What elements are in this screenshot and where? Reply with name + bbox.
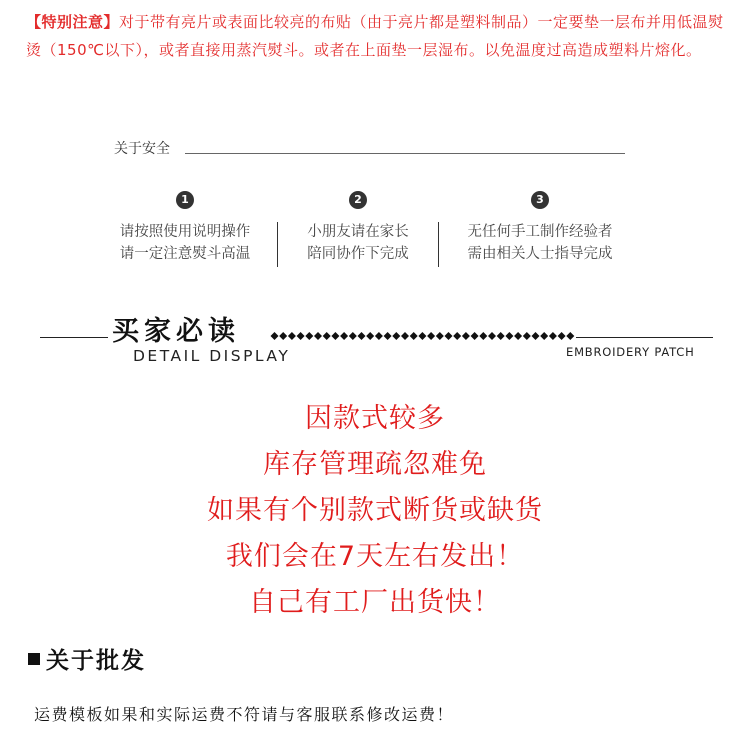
step-number-icon: 3 <box>531 191 549 209</box>
diamond-icon <box>418 332 426 340</box>
diamond-icon <box>366 332 374 340</box>
diamond-icon <box>514 332 522 340</box>
wholesale-heading-label: 关于批发 <box>46 648 146 674</box>
diamond-icon <box>401 332 409 340</box>
diamond-icon <box>392 332 400 340</box>
statement-line: 我们会在7天左右发出！ <box>225 541 525 572</box>
step-number-icon: 2 <box>349 191 367 209</box>
stock-statements <box>0 396 750 626</box>
safety-step-1 <box>104 188 266 265</box>
banner-right-text: EMBROIDERY PATCH <box>566 345 695 359</box>
diamond-icon <box>471 332 479 340</box>
diamond-icon <box>540 332 548 340</box>
notice-highlight: 【特别注意】 <box>26 13 120 31</box>
diamond-icon <box>549 332 557 340</box>
special-notice <box>26 8 732 64</box>
safety-heading-label: 关于安全 <box>114 141 170 157</box>
diamond-icon <box>288 332 296 340</box>
diamond-icon <box>427 332 435 340</box>
diamond-icon <box>462 332 470 340</box>
safety-heading-rule <box>185 153 625 154</box>
diamond-icon <box>505 332 513 340</box>
diamond-icon <box>358 332 366 340</box>
diamond-chain-divider <box>270 329 576 343</box>
diamond-icon <box>488 332 496 340</box>
step-line-2: 需由相关人士指导完成 <box>467 246 613 262</box>
safety-step-2 <box>288 188 428 265</box>
banner-right-rule <box>576 337 713 338</box>
notice-text: 对于带有亮片或表面比较亮的布贴（由于亮片都是塑料制品）一定要垫一层布并用低温熨烫（150℃以下），或者直接用蒸汽熨斗。或者在上面垫一层湿布。以免温度过高造成塑料片熔化。 <box>26 13 724 59</box>
diamond-icon <box>445 332 453 340</box>
diamond-icon <box>523 332 531 340</box>
diamond-icon <box>314 332 322 340</box>
safety-step-3 <box>450 188 630 265</box>
wholesale-text: 运费模板如果和实际运费不符请与客服联系修改运费！ <box>34 705 455 724</box>
diamond-icon <box>271 332 279 340</box>
diamond-icon <box>375 332 383 340</box>
safety-heading <box>114 138 170 158</box>
diamond-icon <box>349 332 357 340</box>
statement-line: 因款式较多 <box>305 403 445 434</box>
statement-line: 如果有个别款式断货或缺货 <box>207 495 543 526</box>
diamond-icon <box>558 332 566 340</box>
step-divider <box>438 222 439 267</box>
diamond-icon <box>305 332 313 340</box>
diamond-icon <box>384 332 392 340</box>
diamond-icon <box>340 332 348 340</box>
statement-line: 自己有工厂出货快！ <box>249 587 501 618</box>
square-bullet-icon <box>28 653 40 665</box>
diamond-icon <box>279 332 287 340</box>
banner-left-rule <box>40 337 108 338</box>
step-line-2: 陪同协作下完成 <box>307 246 409 262</box>
diamond-icon <box>323 332 331 340</box>
diamond-icon <box>497 332 505 340</box>
diamond-icon <box>479 332 487 340</box>
statement-line: 库存管理疏忽难免 <box>263 449 487 480</box>
step-line-1: 请按照使用说明操作 <box>119 224 251 240</box>
step-line-1: 小朋友请在家长 <box>307 224 409 240</box>
diamond-icon <box>297 332 305 340</box>
diamond-icon <box>436 332 444 340</box>
step-line-2: 请一定注意熨斗高温 <box>119 246 251 262</box>
diamond-icon <box>331 332 339 340</box>
diamond-icon <box>532 332 540 340</box>
banner-title: 买家必读 <box>112 316 240 347</box>
banner-subtitle: DETAIL DISPLAY <box>133 347 291 365</box>
step-divider <box>277 222 278 267</box>
diamond-icon <box>453 332 461 340</box>
wholesale-heading <box>28 642 146 675</box>
diamond-icon <box>566 332 574 340</box>
step-line-1: 无任何手工制作经验者 <box>467 224 613 240</box>
step-number-icon: 1 <box>176 191 194 209</box>
diamond-icon <box>410 332 418 340</box>
